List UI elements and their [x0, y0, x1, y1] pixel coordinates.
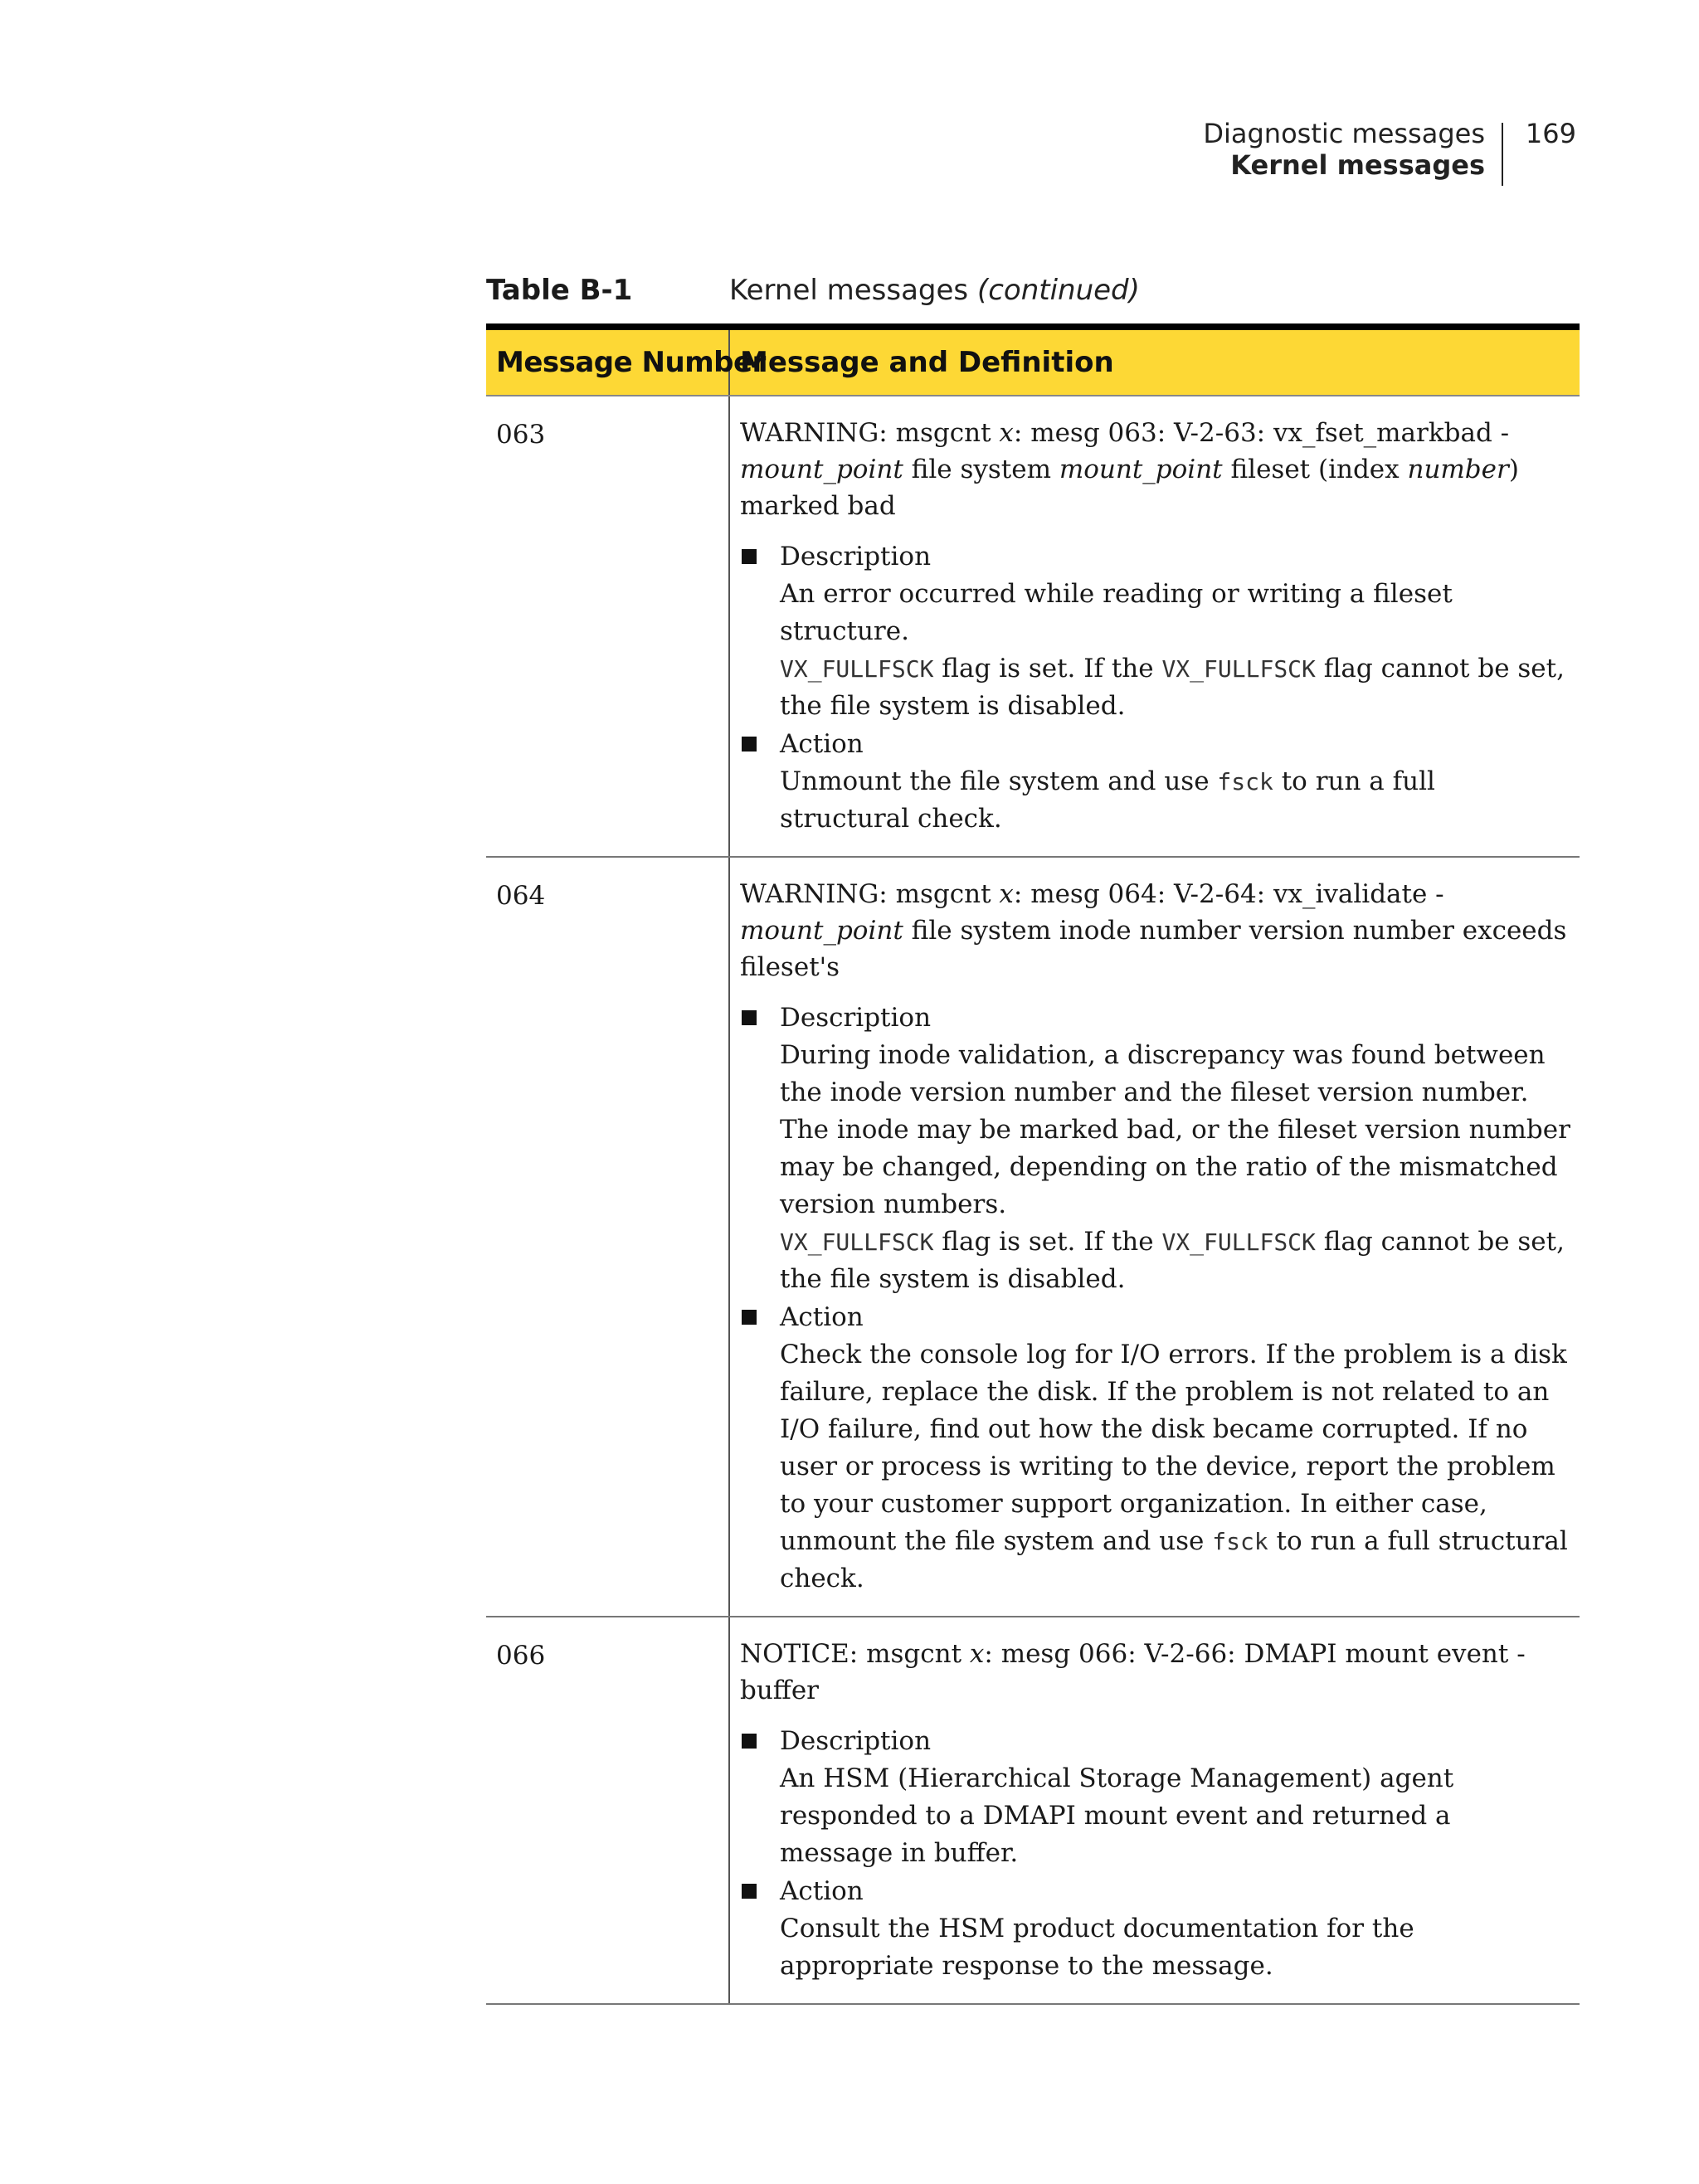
code-term: VX_FULLFSCK [1161, 655, 1316, 683]
message-prefix: WARNING: msgcnt [740, 879, 1000, 909]
header-section-name: Diagnostic messages [1203, 118, 1485, 149]
description-text: During inode validation, a discrepancy was found between the inode version number and the fileset version number. The inode may be marked bad, or the fileset version number may be changed, depending on the ratio of the mismatched version numbers. [780, 1040, 1570, 1219]
description-text: An error occurred while reading or writing a fileset structure. [780, 579, 1453, 646]
code-term: VX_FULLFSCK [780, 655, 934, 683]
message-prefix: NOTICE: msgcnt [740, 1639, 970, 1669]
table-caption [486, 272, 1581, 310]
message-segment: fileset (index [1222, 455, 1408, 484]
message-variable: number [1407, 455, 1509, 484]
header-divider [1502, 123, 1503, 186]
description-text: flag cannot be set, the file system is disabled. [780, 654, 1565, 721]
table-caption-note: (continued) [976, 274, 1140, 307]
message-definition-cell [730, 396, 1580, 856]
table-caption-title [729, 272, 1140, 309]
description-body: An HSM (Hierarchical Storage Management) agent responded to a DMAPI mount event and returned a message in buffer. [780, 1763, 1454, 1868]
message-definition-cell [730, 1617, 1580, 2003]
code-term: fsck [1217, 768, 1273, 795]
code-term: VX_FULLFSCK [780, 1228, 934, 1256]
message-variable: mount_point [1059, 455, 1223, 484]
message-text [740, 1636, 1571, 1709]
description-text: flag cannot be set, the file system is disabled. [780, 1227, 1565, 1294]
action-item [740, 1298, 1571, 1598]
action-body [780, 763, 1571, 838]
header-subsection-name: Kernel messages [1230, 149, 1485, 181]
action-body [780, 1336, 1571, 1598]
table-caption-label: Table B-1 [486, 274, 633, 307]
square-bullet-icon [742, 737, 757, 752]
message-variable: mount_point [740, 455, 903, 484]
description-text: flag is set. If the [933, 654, 1162, 683]
description-title: Description [780, 542, 932, 572]
message-segment: ) marked bad [740, 455, 1519, 521]
table-row [486, 1617, 1580, 2005]
running-header [1078, 114, 1576, 189]
message-variable: mount_point [740, 916, 903, 946]
table-header-row [486, 330, 1580, 396]
message-variable: x [969, 1639, 985, 1669]
message-segment: : mesg 066: V-2-66: DMAPI mount event - buffer [740, 1639, 1526, 1705]
description-body [780, 1037, 1571, 1298]
action-title: Action [780, 1876, 864, 1906]
message-number: 064 [486, 858, 730, 1616]
square-bullet-icon [742, 549, 757, 564]
table-top-rule [486, 323, 1580, 330]
action-title: Action [780, 1302, 864, 1332]
description-item [740, 999, 1571, 1298]
description-item [740, 1722, 1571, 1872]
action-item [740, 1872, 1571, 1985]
message-segment: file system [903, 455, 1059, 484]
code-term: VX_FULLFSCK [1161, 1228, 1316, 1256]
message-prefix: WARNING: msgcnt [740, 418, 1000, 448]
description-item [740, 537, 1571, 725]
description-body [780, 576, 1571, 725]
action-text: to run a full structural check. [780, 1526, 1568, 1593]
message-number: 063 [486, 396, 730, 856]
code-term: fsck [1212, 1528, 1268, 1555]
message-variable: x [999, 418, 1014, 448]
column-header-message-definition: Message and Definition [740, 346, 1114, 379]
message-text [740, 876, 1571, 985]
square-bullet-icon [742, 1010, 757, 1025]
header-section-title [1203, 118, 1485, 181]
square-bullet-icon [742, 1884, 757, 1899]
table-row [486, 858, 1580, 1617]
message-variable: x [999, 879, 1014, 909]
description-title: Description [780, 1726, 932, 1756]
action-text: Unmount the file system and use [780, 766, 1218, 796]
action-item [740, 725, 1571, 838]
action-title: Action [780, 729, 864, 759]
message-segment: file system inode number version number exceeds fileset's [740, 916, 1567, 982]
description-text: flag is set. If the [933, 1227, 1162, 1257]
table-caption-text: Kernel messages [729, 274, 969, 307]
message-segment: : mesg 063: V-2-63: vx_fset_markbad - [1013, 418, 1510, 448]
page-number: 169 [1525, 118, 1576, 149]
column-header-message-number: Message Number [486, 330, 730, 395]
square-bullet-icon [742, 1734, 757, 1749]
message-text [740, 415, 1571, 524]
action-text: Check the console log for I/O errors. If the problem is a disk failure, replace the disk. If the problem is not related to an I/O failure, find out how the disk became corrupted. If no user or process is writing to the device, report the problem to your customer support organization. In either case, unmount the file system and use [780, 1340, 1567, 1556]
message-number: 066 [486, 1617, 730, 2003]
kernel-messages-table [486, 323, 1580, 2005]
description-title: Description [780, 1003, 932, 1033]
square-bullet-icon [742, 1310, 757, 1325]
action-text: to run a full structural check. [780, 766, 1435, 834]
message-definition-cell [730, 858, 1580, 1616]
action-body: Consult the HSM product documentation for the appropriate response to the message. [780, 1914, 1414, 1981]
message-segment: : mesg 064: V-2-64: vx_ivalidate - [1013, 879, 1444, 909]
table-row [486, 396, 1580, 858]
